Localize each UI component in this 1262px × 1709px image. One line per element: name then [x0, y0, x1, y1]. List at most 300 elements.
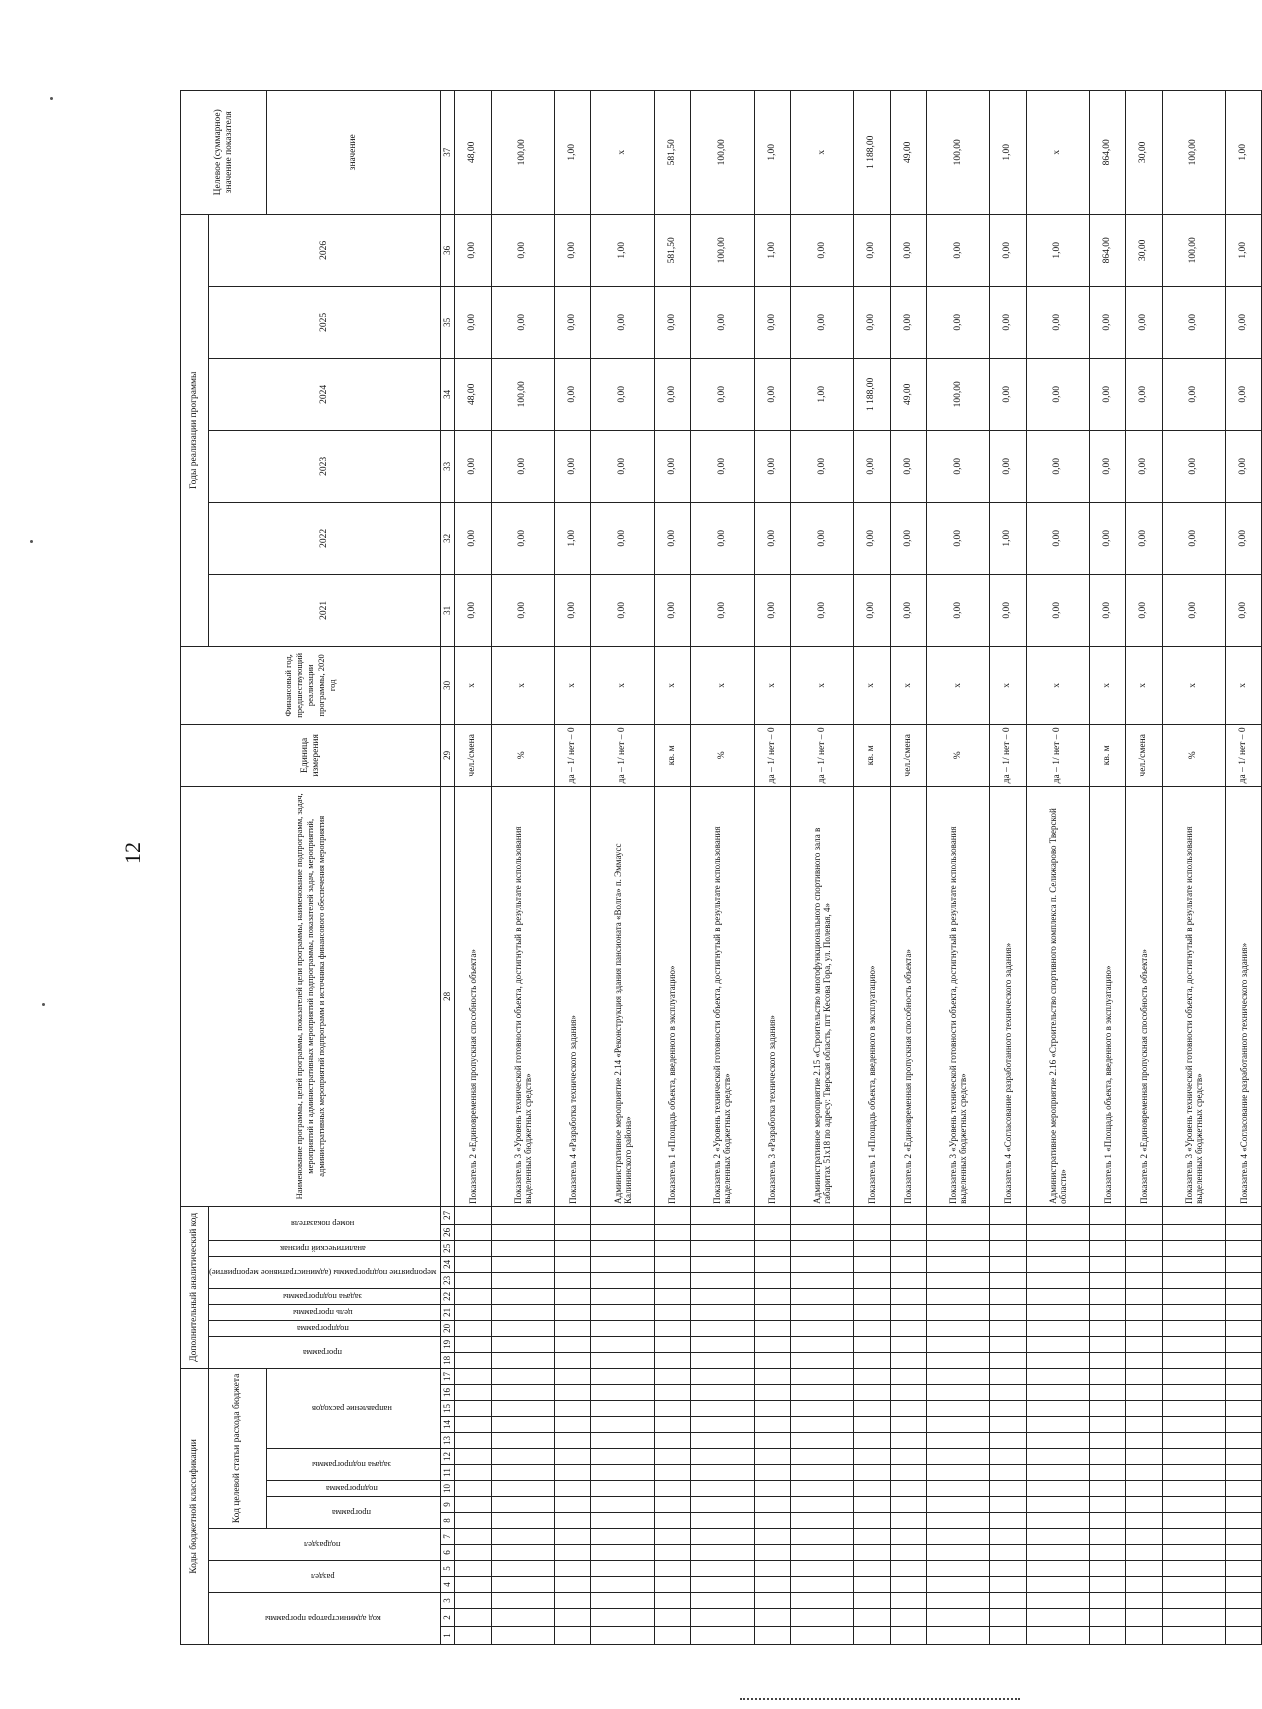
code-cell: [1026, 1417, 1089, 1433]
code-cell: [990, 1320, 1026, 1336]
code-cell: [890, 1497, 926, 1513]
header-add-task: задача подпрограммы: [209, 1288, 441, 1304]
code-cell: [1225, 1352, 1261, 1368]
header-add-indicator: аналитический признак: [209, 1240, 441, 1256]
row-name: Показатель 2 «Единовременная пропускная способность объекта»: [890, 786, 926, 1206]
row-year-value: 0,00: [754, 574, 790, 646]
table-row: [1126, 90, 1162, 1644]
code-cell: [754, 1481, 790, 1497]
code-cell: [455, 1481, 491, 1497]
code-cell: [990, 1256, 1026, 1272]
row-name: Показатель 3 «Уровень технической готовности объекта, достигнутый в результате использования выделенных бюджетных средств»: [1162, 786, 1225, 1206]
code-cell: [1089, 1433, 1125, 1449]
code-cell: [1089, 1545, 1125, 1561]
header-fin-year-column: Финансовый год, предшествующий реализации программы, 2020 год: [181, 646, 441, 724]
code-cell: [1089, 1465, 1125, 1481]
code-cell: [854, 1206, 890, 1224]
header-add-goal: цель программы: [209, 1304, 441, 1320]
code-cell: [455, 1240, 491, 1256]
header-year-2021: 2021: [209, 574, 441, 646]
column-number-cell: 23: [441, 1272, 455, 1288]
code-cell: [890, 1401, 926, 1417]
code-cell: [1126, 1481, 1162, 1497]
row-year-value: 100,00: [691, 214, 754, 286]
code-cell: [591, 1256, 654, 1272]
code-cell: [1162, 1336, 1225, 1352]
code-cell: [1026, 1433, 1089, 1449]
code-cell: [990, 1529, 1026, 1545]
row-name: Показатель 4 «Согласование разработанного технического задания»: [990, 786, 1026, 1206]
code-cell: [591, 1288, 654, 1304]
code-cell: [754, 1224, 790, 1240]
code-cell: [1225, 1481, 1261, 1497]
code-cell: [1162, 1224, 1225, 1240]
row-name: Показатель 4 «Согласование разработанного технического задания»: [1225, 786, 1261, 1206]
code-cell: [1026, 1529, 1089, 1545]
code-cell: [926, 1304, 989, 1320]
code-cell: [790, 1336, 853, 1352]
code-cell: [555, 1627, 591, 1645]
table-row: [455, 90, 491, 1644]
row-year-value: 0,00: [926, 214, 989, 286]
code-cell: [1089, 1593, 1125, 1609]
code-cell: [1162, 1529, 1225, 1545]
code-cell: [654, 1320, 690, 1336]
code-cell: [790, 1481, 853, 1497]
column-number-cell: 21: [441, 1304, 455, 1320]
row-year-value: 0,00: [654, 358, 690, 430]
row-name: Показатель 3 «Разработка технического задания»: [754, 786, 790, 1206]
code-cell: [854, 1401, 890, 1417]
code-cell: [654, 1352, 690, 1368]
row-unit: да – 1/ нет – 0: [555, 724, 591, 786]
code-cell: [1026, 1240, 1089, 1256]
code-cell: [1089, 1401, 1125, 1417]
code-cell: [1162, 1545, 1225, 1561]
code-cell: [654, 1288, 690, 1304]
row-name: Показатель 1 «Площадь объекта, введенного в эксплуатацию»: [654, 786, 690, 1206]
row-year-value: 0,00: [691, 430, 754, 502]
code-cell: [654, 1401, 690, 1417]
code-cell: [1026, 1352, 1089, 1368]
code-cell: [926, 1513, 989, 1529]
code-cell: [854, 1465, 890, 1481]
code-cell: [555, 1577, 591, 1593]
code-cell: [790, 1288, 853, 1304]
code-cell: [854, 1272, 890, 1288]
code-cell: [854, 1368, 890, 1384]
header-year-2025: 2025: [209, 286, 441, 358]
code-cell: [890, 1336, 926, 1352]
code-cell: [491, 1320, 554, 1336]
code-cell: [990, 1497, 1026, 1513]
code-cell: [1126, 1433, 1162, 1449]
code-cell: [555, 1513, 591, 1529]
code-cell: [1126, 1272, 1162, 1288]
table-row: [790, 90, 853, 1644]
code-cell: [854, 1513, 890, 1529]
header-task: задача подпрограммы: [267, 1449, 441, 1481]
code-cell: [455, 1497, 491, 1513]
row-year-value: 48,00: [455, 358, 491, 430]
row-year-value: 1,00: [790, 358, 853, 430]
code-cell: [455, 1529, 491, 1545]
code-cell: [790, 1368, 853, 1384]
code-cell: [754, 1465, 790, 1481]
column-number-cell: 31: [441, 574, 455, 646]
row-year-value: 0,00: [555, 214, 591, 286]
code-cell: [591, 1433, 654, 1449]
column-number-cell: 1: [441, 1627, 455, 1645]
code-cell: [1089, 1352, 1125, 1368]
code-cell: [591, 1336, 654, 1352]
code-cell: [1126, 1256, 1162, 1272]
code-cell: [455, 1561, 491, 1577]
row-prev-year: x: [754, 646, 790, 724]
code-cell: [1126, 1206, 1162, 1224]
row-year-value: 0,00: [455, 430, 491, 502]
page-number: 12: [120, 842, 145, 864]
code-cell: [990, 1513, 1026, 1529]
code-cell: [754, 1336, 790, 1352]
code-cell: [491, 1368, 554, 1384]
row-year-value: 0,00: [1162, 502, 1225, 574]
header-add-program: программа: [209, 1336, 441, 1368]
row-unit: да – 1/ нет – 0: [790, 724, 853, 786]
code-cell: [926, 1224, 989, 1240]
row-target-value: 100,00: [1162, 90, 1225, 214]
code-cell: [1126, 1593, 1162, 1609]
row-year-value: 0,00: [1126, 358, 1162, 430]
code-cell: [555, 1433, 591, 1449]
code-cell: [1089, 1497, 1125, 1513]
code-cell: [1026, 1272, 1089, 1288]
row-year-value: 0,00: [1089, 286, 1125, 358]
code-cell: [455, 1609, 491, 1627]
row-prev-year: x: [691, 646, 754, 724]
code-cell: [555, 1288, 591, 1304]
code-cell: [691, 1561, 754, 1577]
row-year-value: 0,00: [990, 214, 1026, 286]
column-number-cell: 29: [441, 724, 455, 786]
code-cell: [1126, 1385, 1162, 1401]
code-cell: [555, 1449, 591, 1465]
row-year-value: 0,00: [790, 574, 853, 646]
code-cell: [890, 1609, 926, 1627]
code-cell: [926, 1336, 989, 1352]
code-cell: [1089, 1577, 1125, 1593]
code-cell: [491, 1449, 554, 1465]
row-name: Административное мероприятие 2.15 «Строительство многофункционального спортивного зала в габаритах 51х18 по адресу: Тверская область, пгт Кесова Гора, ул. Полевая, 4»: [790, 786, 853, 1206]
column-number-cell: 37: [441, 90, 455, 214]
code-cell: [455, 1304, 491, 1320]
code-cell: [455, 1513, 491, 1529]
code-cell: [926, 1240, 989, 1256]
code-cell: [1026, 1481, 1089, 1497]
row-name: Показатель 1 «Площадь объекта, введенного в эксплуатацию»: [1089, 786, 1125, 1206]
code-cell: [555, 1465, 591, 1481]
column-number-cell: 3: [441, 1593, 455, 1609]
column-number-cell: 2: [441, 1609, 455, 1627]
code-cell: [1026, 1627, 1089, 1645]
code-cell: [790, 1465, 853, 1481]
code-cell: [754, 1561, 790, 1577]
row-year-value: 0,00: [1225, 502, 1261, 574]
row-year-value: 0,00: [491, 502, 554, 574]
header-additional-code: Дополнительный аналитический код: [181, 1206, 209, 1368]
code-cell: [1089, 1304, 1125, 1320]
code-cell: [1225, 1256, 1261, 1272]
code-cell: [555, 1545, 591, 1561]
row-target-value: 1,00: [555, 90, 591, 214]
row-year-value: 0,00: [691, 358, 754, 430]
code-cell: [1126, 1577, 1162, 1593]
row-year-value: 0,00: [926, 430, 989, 502]
row-target-value: 100,00: [491, 90, 554, 214]
row-target-value: 581,50: [654, 90, 690, 214]
code-cell: [890, 1272, 926, 1288]
code-cell: [1162, 1368, 1225, 1384]
header-target-value: значение: [267, 90, 441, 214]
code-cell: [990, 1368, 1026, 1384]
code-cell: [926, 1561, 989, 1577]
column-number-cell: 14: [441, 1417, 455, 1433]
code-cell: [754, 1240, 790, 1256]
code-cell: [591, 1627, 654, 1645]
row-year-value: 0,00: [1089, 430, 1125, 502]
code-cell: [1126, 1545, 1162, 1561]
code-cell: [1162, 1433, 1225, 1449]
code-cell: [990, 1627, 1026, 1645]
row-unit: да – 1/ нет – 0: [1026, 724, 1089, 786]
row-year-value: 30,00: [1126, 214, 1162, 286]
code-cell: [691, 1577, 754, 1593]
code-cell: [491, 1352, 554, 1368]
code-cell: [1126, 1336, 1162, 1352]
code-cell: [654, 1385, 690, 1401]
code-cell: [555, 1256, 591, 1272]
code-cell: [491, 1417, 554, 1433]
code-cell: [790, 1627, 853, 1645]
code-cell: [1162, 1385, 1225, 1401]
code-cell: [491, 1513, 554, 1529]
row-year-value: 581,50: [654, 214, 690, 286]
code-cell: [1162, 1272, 1225, 1288]
header-add-number: номер показателя: [209, 1206, 441, 1240]
code-cell: [854, 1256, 890, 1272]
row-year-value: 0,00: [455, 214, 491, 286]
row-year-value: 0,00: [1089, 358, 1125, 430]
code-cell: [1026, 1368, 1089, 1384]
code-cell: [654, 1593, 690, 1609]
code-cell: [1225, 1593, 1261, 1609]
code-cell: [790, 1352, 853, 1368]
code-cell: [1026, 1609, 1089, 1627]
code-cell: [890, 1433, 926, 1449]
code-cell: [491, 1272, 554, 1288]
column-number-cell: 26: [441, 1224, 455, 1240]
code-cell: [491, 1561, 554, 1577]
table-row: [890, 90, 926, 1644]
row-target-value: x: [591, 90, 654, 214]
code-cell: [691, 1304, 754, 1320]
code-cell: [1089, 1224, 1125, 1240]
column-number-cell: 36: [441, 214, 455, 286]
code-cell: [1126, 1320, 1162, 1336]
bottom-dotted-mark: [740, 1698, 1020, 1704]
code-cell: [1026, 1545, 1089, 1561]
code-cell: [691, 1320, 754, 1336]
table-header: [181, 90, 455, 1644]
code-cell: [926, 1627, 989, 1645]
code-cell: [455, 1385, 491, 1401]
code-cell: [654, 1272, 690, 1288]
column-number-cell: 32: [441, 502, 455, 574]
header-program: программа: [267, 1497, 441, 1529]
code-cell: [854, 1449, 890, 1465]
row-unit: %: [926, 724, 989, 786]
row-year-value: 0,00: [790, 286, 853, 358]
row-unit: кв. м: [654, 724, 690, 786]
code-cell: [790, 1529, 853, 1545]
code-cell: [654, 1577, 690, 1593]
code-cell: [691, 1465, 754, 1481]
column-number-cell: 35: [441, 286, 455, 358]
code-cell: [491, 1545, 554, 1561]
code-cell: [790, 1272, 853, 1288]
code-cell: [990, 1417, 1026, 1433]
code-cell: [1225, 1385, 1261, 1401]
row-year-value: 0,00: [491, 430, 554, 502]
row-year-value: 0,00: [1162, 286, 1225, 358]
row-year-value: 0,00: [854, 214, 890, 286]
code-cell: [654, 1561, 690, 1577]
code-cell: [591, 1465, 654, 1481]
row-year-value: 0,00: [990, 286, 1026, 358]
code-cell: [455, 1433, 491, 1449]
row-target-value: 100,00: [691, 90, 754, 214]
row-year-value: 0,00: [1089, 574, 1125, 646]
code-cell: [926, 1352, 989, 1368]
row-unit: да – 1/ нет – 0: [754, 724, 790, 786]
row-year-value: 0,00: [591, 430, 654, 502]
code-cell: [1026, 1320, 1089, 1336]
code-cell: [1126, 1401, 1162, 1417]
code-cell: [1026, 1224, 1089, 1240]
row-year-value: 0,00: [1126, 286, 1162, 358]
row-target-value: 1,00: [990, 90, 1026, 214]
row-year-value: 0,00: [1162, 358, 1225, 430]
code-cell: [890, 1593, 926, 1609]
code-cell: [890, 1385, 926, 1401]
code-cell: [1026, 1561, 1089, 1577]
code-cell: [491, 1401, 554, 1417]
scan-speck: [30, 540, 33, 543]
code-cell: [491, 1433, 554, 1449]
code-cell: [555, 1481, 591, 1497]
code-cell: [591, 1272, 654, 1288]
column-number-cell: 17: [441, 1368, 455, 1384]
code-cell: [1225, 1561, 1261, 1577]
row-year-value: 0,00: [790, 214, 853, 286]
code-cell: [555, 1561, 591, 1577]
table-row: [990, 90, 1026, 1644]
row-year-value: 0,00: [990, 430, 1026, 502]
code-cell: [1126, 1465, 1162, 1481]
code-cell: [854, 1609, 890, 1627]
code-cell: [1162, 1497, 1225, 1513]
row-year-value: 0,00: [926, 574, 989, 646]
code-cell: [491, 1288, 554, 1304]
row-year-value: 0,00: [654, 286, 690, 358]
row-unit: %: [1162, 724, 1225, 786]
code-cell: [790, 1609, 853, 1627]
code-cell: [1162, 1240, 1225, 1256]
code-cell: [790, 1224, 853, 1240]
code-cell: [455, 1465, 491, 1481]
row-year-value: 0,00: [890, 574, 926, 646]
row-prev-year: x: [591, 646, 654, 724]
column-number-cell: 15: [441, 1401, 455, 1417]
code-cell: [691, 1433, 754, 1449]
code-cell: [1225, 1401, 1261, 1417]
code-cell: [1089, 1240, 1125, 1256]
row-year-value: 0,00: [890, 286, 926, 358]
code-cell: [455, 1336, 491, 1352]
code-cell: [1162, 1609, 1225, 1627]
header-year-2022: 2022: [209, 502, 441, 574]
code-cell: [491, 1577, 554, 1593]
row-prev-year: x: [926, 646, 989, 724]
code-cell: [926, 1206, 989, 1224]
row-year-value: 0,00: [455, 286, 491, 358]
code-cell: [754, 1206, 790, 1224]
code-cell: [1026, 1449, 1089, 1465]
code-cell: [654, 1513, 690, 1529]
row-year-value: 0,00: [1089, 502, 1125, 574]
row-year-value: 0,00: [1026, 430, 1089, 502]
row-year-value: 0,00: [990, 574, 1026, 646]
code-cell: [654, 1545, 690, 1561]
code-cell: [691, 1272, 754, 1288]
code-cell: [926, 1385, 989, 1401]
code-cell: [890, 1320, 926, 1336]
code-cell: [754, 1272, 790, 1288]
code-cell: [1089, 1481, 1125, 1497]
code-cell: [1089, 1368, 1125, 1384]
code-cell: [455, 1545, 491, 1561]
code-cell: [654, 1497, 690, 1513]
row-target-value: 48,00: [455, 90, 491, 214]
code-cell: [1225, 1304, 1261, 1320]
code-cell: [890, 1352, 926, 1368]
code-cell: [1126, 1368, 1162, 1384]
code-cell: [1162, 1465, 1225, 1481]
code-cell: [790, 1433, 853, 1449]
code-cell: [1162, 1577, 1225, 1593]
code-cell: [890, 1561, 926, 1577]
row-year-value: 100,00: [1162, 214, 1225, 286]
code-cell: [491, 1627, 554, 1645]
row-target-value: x: [790, 90, 853, 214]
code-cell: [1225, 1545, 1261, 1561]
row-year-value: 0,00: [754, 502, 790, 574]
table-row: [754, 90, 790, 1644]
code-cell: [990, 1545, 1026, 1561]
code-cell: [591, 1545, 654, 1561]
code-cell: [790, 1497, 853, 1513]
code-cell: [1026, 1577, 1089, 1593]
